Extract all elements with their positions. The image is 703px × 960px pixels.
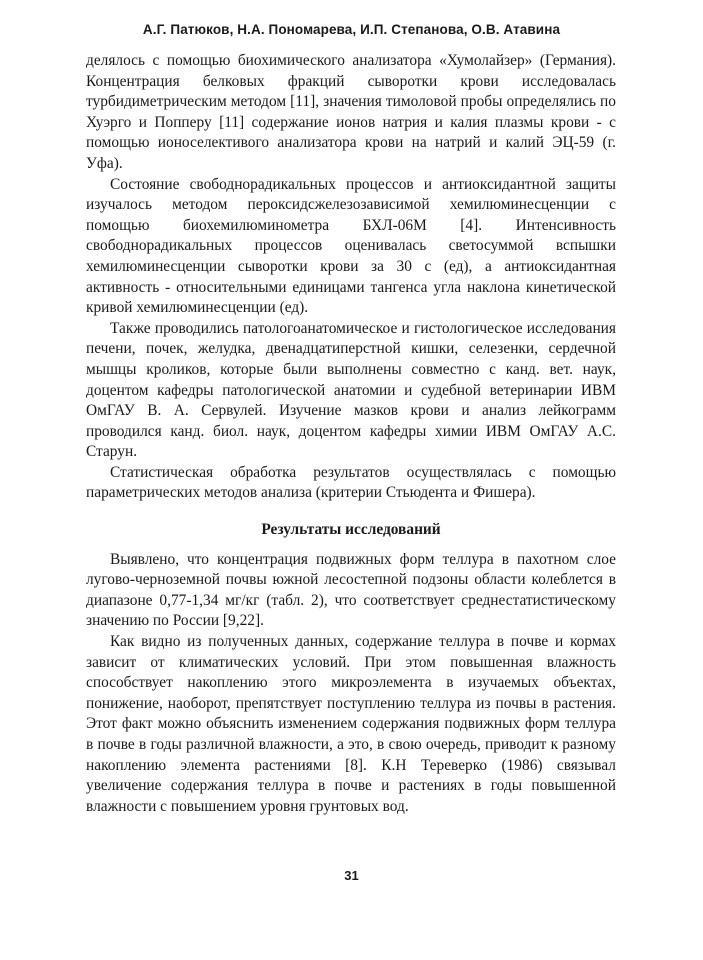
paragraph-tellurium-concentration: Выявлено, что концентрация подвижных форм теллура в пахотном слое лугово-черноземной почвы южной лесостепной подзоны области колеблется в диапазоне 0,77-1,34 мг/кг (табл. 2), что соответствует среднестатистическому значению по России [9,22]. <box>86 550 616 630</box>
paragraph-histology: Также проводились патологоанатомическое и гистологическое исследования печени, почек, желудка, двенадцатиперстной кишки, селезенки, сердечной мышцы кроликов, которые были выполнены совместно с канд. вет. наук, доцентом кафедры патологической анатомии и судебной ветеринарии ИВМ ОмГАУ В. А. Сервулей. Изучение мазков крови и анализ лейкограмм проводился канд. биол. наук, доцентом кафедры химии ИВМ ОмГАУ А.С. Старун. <box>86 319 616 461</box>
paragraph-statistics: Статистическая обработка результатов осуществлялась с помощью параметрических методов анализа (критерии Стьюдента и Фишера). <box>86 463 616 502</box>
paragraph-tellurium-humidity: Как видно из полученных данных, содержание теллура в почве и кормах зависит от климатических условий. При этом повышенная влажность способствует накоплению этого микроэлемента в изучаемых объектах, понижение, наоборот, препятствует поступлению теллура из почвы в растения. Этот факт можно объяснить изменением содержания подвижных форм теллура в почве в годы различной влажности, а это, в свою очередь, приводит к разному накоплению элемента растениями [8]. К.Н Тереверко (1986) связывал увеличение содержания теллура в почве и растениях в годы повышенной влажности с повышением уровня грунтовых вод. <box>86 633 616 815</box>
section-title: Результаты исследований <box>261 521 441 539</box>
running-header: А.Г. Патюков, Н.А. Пономарева, И.П. Степанова, О.В. Атавина <box>142 22 561 37</box>
page-number: 31 <box>344 868 359 883</box>
paragraph-chemiluminescence: Состояние свободнорадикальных процессов и антиоксидантной защиты изучалось методом пероксидсжелезозависимой хемилюминесценции с помощью биохемилюминометра БХЛ-06М [4]. Интенсивность свободнорадикальных процессов оценивалась светосуммой вспышки хемилюминесценции сыворотки крови за 30 с (ед), а антиоксидантная активность - относительными единицами тангенса угла наклона кинетической кривой хемилюминесценции (ед). <box>86 175 616 317</box>
paragraph-analyzer-methods: делялось с помощью биохимического анализатора «Хумолайзер» (Германия). Концентрация белковых фракций сыворотки крови исследовалась турбидиметрическим методом [11], значения тимоловой пробы определялись по Хуэрго и Попперу [11] содержание ионов натрия и калия плазмы крови - с помощью ионоселективого анализатора крови на натрий и калий ЭЦ-59 (г. Уфа). <box>86 52 616 172</box>
page-body <box>86 51 616 817</box>
